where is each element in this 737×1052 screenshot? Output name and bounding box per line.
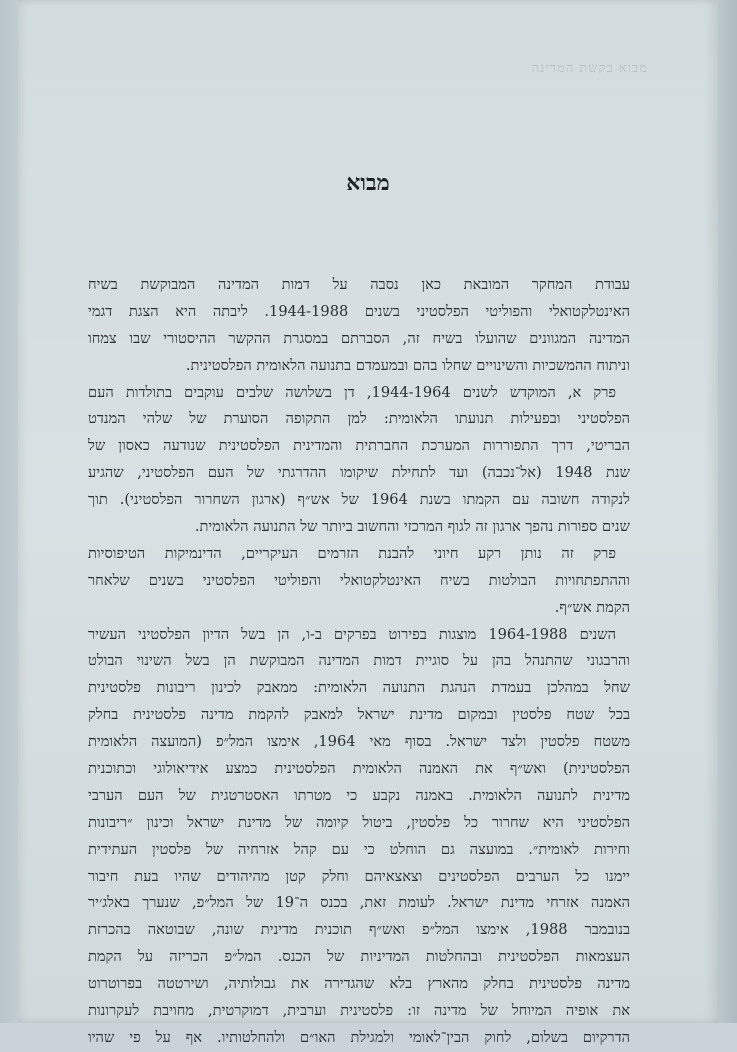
text-line: השנים 1964-1988 מוצגות בפירוט בפרקים ב-ו, הן בשל הדיון הפלסטיני העשיר [88, 625, 617, 643]
text-line: שנת 1948 (אל־נכבה) ועד לתחילת שיקומו ההדרגתי של העם הפלסטיני, שהגיע [88, 464, 630, 482]
text-line: שנים ספורות נהפך ארגון זה לגוף המרכזי והחשוב ביותר של התנועה הלאומית. [194, 518, 630, 536]
text-line: העצמאות הפלסטינית ובהחלטות המדיניות של הכנס. המל״פ הכריזה על הקמת [88, 948, 630, 966]
text-line: והרבגוני שהתנהל בהן על סוגיית דמות המדינה המבוקשת הן בשל השינוי הבולט [88, 652, 630, 670]
text-line: האמנה אזרחי מדינת ישראל. לעומת זאת, בכנס ה־19 של המל״פ, שנערך באלג׳יר [88, 894, 630, 912]
text-line: הפלסטיני ובפעילות תנועתו הלאומית: למן התקופה הסוערת של שלהי המנדט [88, 410, 630, 428]
text-line: לנקודה חשובה עם הקמתו בשנת 1964 של אש״ף (ארגון השחרור הפלסטיני). תוך [88, 491, 630, 509]
body-text [88, 272, 630, 1052]
book-page [18, 0, 718, 1046]
text-line: עבודת המחקר המובאת כאן נסבה על דמות המדינה המבוקשת בשיח [88, 276, 630, 293]
text-line: וניתוח ההמשכיות והשינויים שחלו בהם ובמעמדם בתנועה הלאומית הפלסטינית. [185, 356, 630, 374]
text-line: שחל במהלכן בעמדת הנהגת התנועה הלאומית: ממאבק לכינון ריבונות פלסטינית [88, 679, 630, 697]
text-line: הפלסטינית) ואש״ף את האמנה הלאומית הפלסטינית כמצע אידיאולוגי וכתוכנית [88, 760, 630, 778]
text-line: בכל שטח פלסטין ובמקום מדינת ישראל למאבק להקמת מדינה פלסטינית בחלק [88, 706, 630, 724]
text-line: וחירות לאומית״. במועצה גם הוחלט כי עם קהל אזרחיה של פלסטין העתידית [88, 840, 630, 858]
text-line: יימנו כל הערבים הפלסטינים וצאצאיהם וחלק קטן מהיהודים שהיו בעת חיבור [88, 867, 630, 885]
text-line: המדינה המגוונים שהועלו בשיח זה, הסברתם במסגרת ההקשר ההיסטורי שבו צמחו [88, 329, 630, 347]
text-line: פרק א, המוקדש לשנים 1944-1964, דן בשלושה שלבים עוקבים בתולדות העם [88, 383, 617, 401]
text-line: הבריטי, דרך התפוררות המערכת החברתית והמדינית הפלסטינית שנודעה כאסון של [88, 437, 630, 455]
bleed-through-header: מבוא בקשת המדינה [531, 61, 648, 76]
page-title: מבוא [346, 170, 390, 196]
text-line: משטח פלסטין ולצד ישראל. בסוף מאי 1964, אימצו המל״פ (המועצה הלאומית [88, 733, 630, 751]
text-line: האינטלקטואלי והפוליטי הפלסטיני בשנים 1944-1988. ליבתה היא הצגת דגמי [88, 302, 630, 320]
text-line: מדינית לתנועה הלאומית. באמנה נקבע כי מטרתו האסטרטגית של העם הערבי [88, 786, 630, 804]
text-line: הדרקיום בשלום, לחוק הבין־לאומי ולמגילת האו״ם ולהחלטותיו. אף על פי שהיו [88, 1028, 630, 1046]
text-line: פרק זה נותן רקע חיוני להבנת הזרמים העיקריים, הדינמיקות הטיפוסיות [88, 544, 616, 562]
text-line: את אופיה המיוחל של מדינה זו: פלסטינית וערבית, דמוקרטית, מחויבת לעקרונות [88, 1002, 630, 1020]
text-line: הפלסטיני היא שחרור כל פלסטין, ביטול קיומה של מדינת ישראל וכינון ״ריבונות [88, 813, 630, 831]
text-line: בנובמבר 1988, אימצו המל״פ ואש״ף תוכנית מדינית שונה, שבוטאה בהכרזת [88, 921, 630, 939]
text-line: וההתפתחויות הבולטות בשיח האינטלקטואלי והפוליטי הפלסטיני בשנים שלאחר [88, 571, 630, 589]
text-line: מדינה פלסטינית בחלק מהארץ בלא שהגדירה את גבולותיה, ושירטטה בפרוטרוט [88, 975, 630, 993]
text-line: הקמת אש״ף. [554, 598, 630, 616]
